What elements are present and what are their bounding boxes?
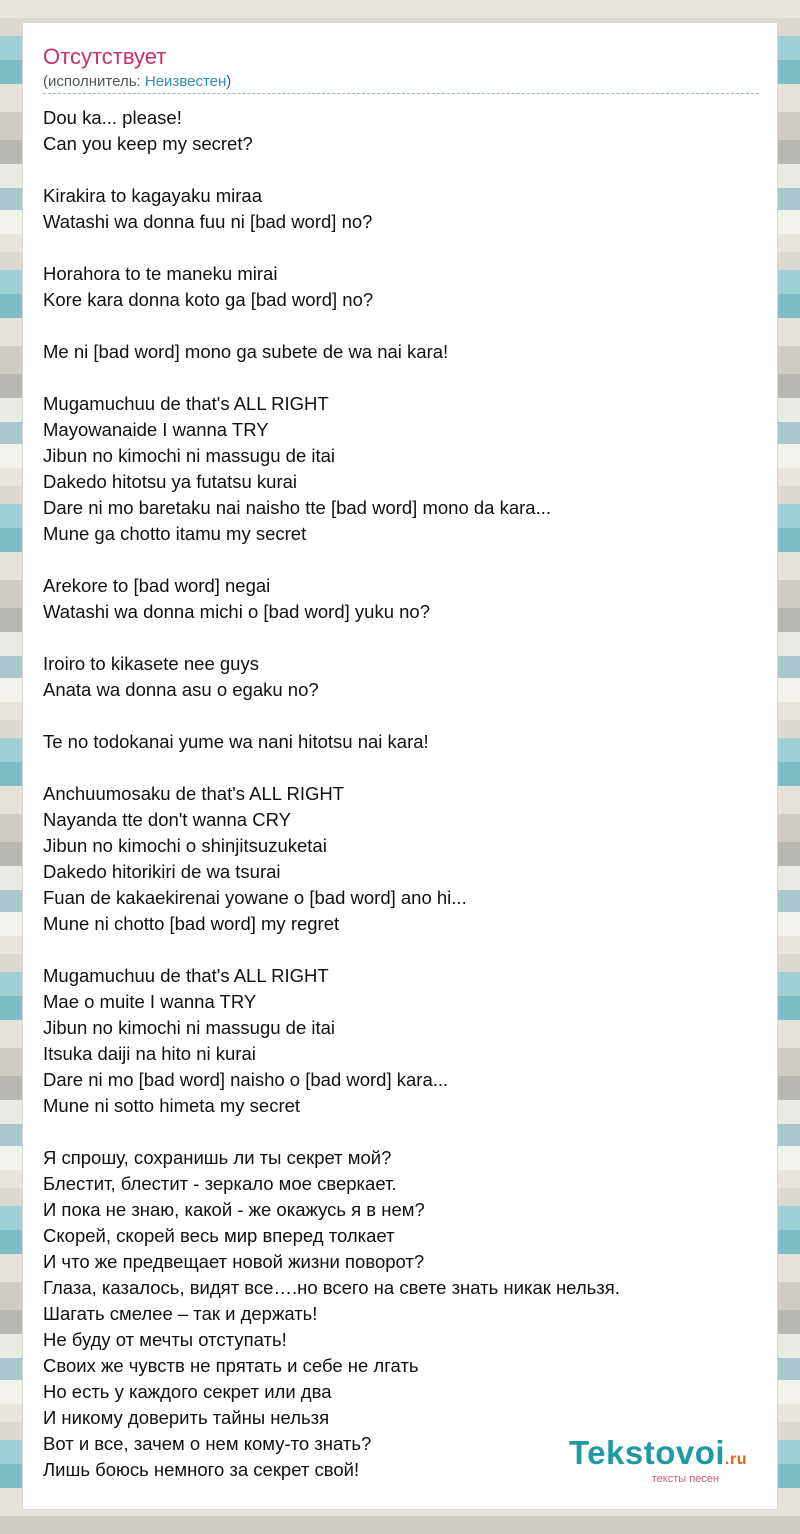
lyric-line: Jibun no kimochi ni massugu de itai [43,1017,336,1038]
lyric-line: Я спрошу, сохранишь ли ты секрет мой? [43,1147,392,1168]
lyric-line: Dare ni mo baretaku nai naisho tte [bad word] mono da kara... [43,497,552,518]
stanza-break [43,235,759,261]
stanza-break [43,1119,759,1145]
stanza-break [43,703,759,729]
artist-prefix: (исполнитель: [43,73,145,90]
lyric-line: Te no todokanai yume wa nani hitotsu nai kara! [43,731,429,752]
lyric-line: Kore kara donna koto ga [bad word] no? [43,289,374,310]
lyric-line: Лишь боюсь немного за секрет свой! [43,1459,360,1480]
stanza-break [43,937,759,963]
lyric-line: Глаза, казалось, видят все….но всего на свете знать никак нельзя. [43,1277,620,1298]
lyric-line: Блестит, блестит - зеркало мое сверкает. [43,1173,397,1194]
lyric-line: Dakedo hitotsu ya futatsu kurai [43,471,298,492]
artist-line [43,72,231,92]
artist-link[interactable]: Неизвестен [144,73,227,90]
lyric-line: Kirakira to kagayaku miraa [43,185,263,206]
lyric-line: Anchuumosaku de that's ALL RIGHT [43,783,345,804]
stanza-break [43,547,759,573]
lyric-line: Horahora to te maneku mirai [43,263,278,284]
lyric-line: Mune ni chotto [bad word] my regret [43,913,340,934]
lyric-line: Jibun no kimochi o shinjitsuzuketai [43,835,327,856]
logo-tagline: тексты песен [651,1473,719,1485]
lyric-line: Watashi wa donna fuu ni [bad word] no? [43,211,373,232]
lyric-line: Can you keep my secret? [43,133,253,154]
lyric-line: Dare ni mo [bad word] naisho o [bad word] kara... [43,1069,449,1090]
lyric-line: Mayowanaide I wanna TRY [43,419,269,440]
lyric-line: Mune ni sotto himeta my secret [43,1095,301,1116]
stanza-break [43,755,759,781]
lyric-line: Своих же чувств не прятать и себе не лгать [43,1355,419,1376]
lyric-line: Watashi wa donna michi o [bad word] yuku no? [43,601,431,622]
divider [43,93,759,94]
lyric-line: Вот и все, зачем о нем кому-то знать? [43,1433,372,1454]
lyric-line: Mugamuchuu de that's ALL RIGHT [43,393,329,414]
lyric-line: Mae o muite I wanna TRY [43,991,257,1012]
lyric-line: Не буду от мечты отступать! [43,1329,287,1350]
lyric-line: Jibun no kimochi ni massugu de itai [43,445,336,466]
lyric-line: Anata wa donna asu o egaku no? [43,679,319,700]
stanza-break [43,625,759,651]
song-title: Отсутствует [43,44,167,69]
stanza-break [43,157,759,183]
lyric-line: Me ni [bad word] mono ga subete de wa nai kara! [43,341,449,362]
stanza-break [43,365,759,391]
lyric-line: Но есть у каждого секрет или два [43,1381,332,1402]
lyric-line: Arekore to [bad word] negai [43,575,271,596]
artist-suffix: ) [226,73,232,90]
lyric-line: Itsuka daiji na hito ni kurai [43,1043,256,1064]
logo-tld: .ru [725,1451,747,1468]
lyric-line: Fuan de kakaekirenai yowane o [bad word] ano hi... [43,887,467,908]
lyric-line: И пока не знаю, какой - же окажусь я в нем? [43,1199,425,1220]
lyric-line: Dakedo hitorikiri de wa tsurai [43,861,281,882]
lyric-line: Скорей, скорей весь мир вперед толкает [43,1225,395,1246]
logo-name: Tekstovoi [568,1434,726,1471]
lyric-line: Nayanda tte don't wanna CRY [43,809,291,830]
lyric-line: Iroiro to kikasete nee guys [43,653,259,674]
site-logo[interactable] [569,1436,747,1485]
lyric-line: Шагать смелее – так и держать! [43,1303,318,1324]
lyric-line: Mune ga chotto itamu my secret [43,523,307,544]
lyric-line: Mugamuchuu de that's ALL RIGHT [43,965,329,986]
lyrics-card [22,22,778,1510]
lyric-line: И никому доверить тайны нельзя [43,1407,330,1428]
lyric-line: И что же предвещает новой жизни поворот? [43,1251,425,1272]
lyrics-body [43,105,759,1483]
logo-wordmark [569,1436,747,1477]
stanza-break [43,313,759,339]
lyric-line: Dou ka... please! [43,107,182,128]
